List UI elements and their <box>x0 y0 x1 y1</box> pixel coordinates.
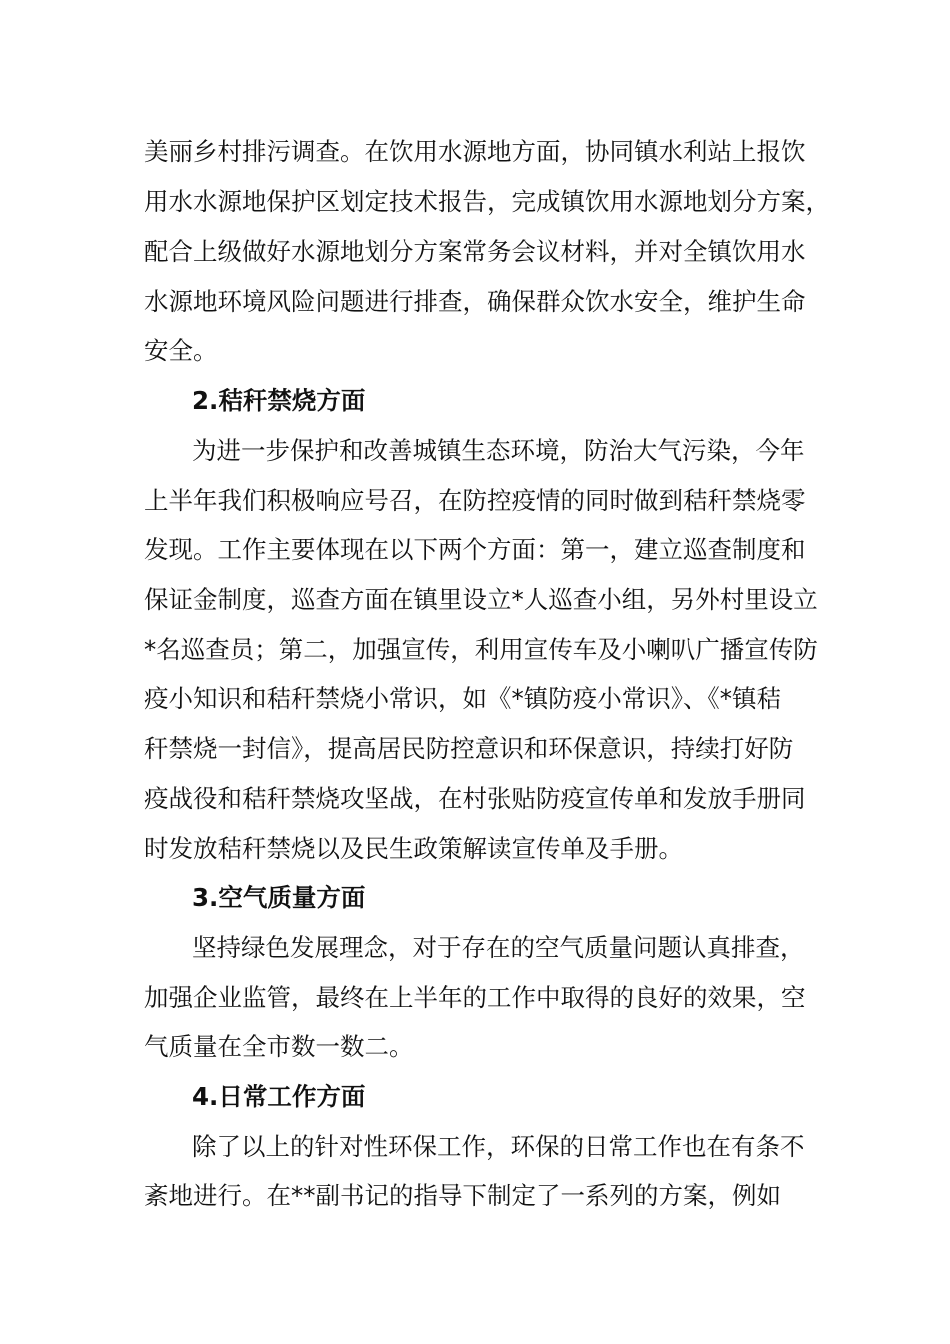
paragraph-line: 坚持绿色发展理念，对于存在的空气质量问题认真排查， <box>192 933 805 962</box>
paragraph-line: 发现。工作主要体现在以下两个方面：第一，建立巡查制度和 <box>144 535 806 564</box>
paragraph-line: 水源地环境风险问题进行排查，确保群众饮水安全，维护生命 <box>144 287 806 316</box>
paragraph-line: 除了以上的针对性环保工作，环保的日常工作也在有条不 <box>192 1132 805 1161</box>
paragraph-line: 保证金制度，巡查方面在镇里设立*人巡查小组，另外村里设立 <box>144 585 818 614</box>
section-heading-daily-work: 4.日常工作方面 <box>192 1082 366 1111</box>
paragraph-line: 加强企业监管，最终在上半年的工作中取得的良好的效果，空 <box>144 983 806 1012</box>
paragraph-line: *名巡查员；第二，加强宣传，利用宣传车及小喇叭广播宣传防 <box>144 635 818 664</box>
paragraph-line: 上半年我们积极响应号召，在防控疫情的同时做到秸秆禁烧零 <box>144 486 806 515</box>
paragraph-line: 配合上级做好水源地划分方案常务会议材料，并对全镇饮用水 <box>144 237 806 266</box>
paragraph-line: 秆禁烧一封信》，提高居民防控意识和环保意识，持续打好防 <box>144 734 794 763</box>
section-heading-air-quality: 3.空气质量方面 <box>192 883 366 912</box>
paragraph-line: 紊地进行。在**副书记的指导下制定了一系列的方案，例如 <box>144 1181 781 1210</box>
paragraph-line: 气质量在全市数一数二。 <box>144 1032 414 1061</box>
paragraph-line: 美丽乡村排污调查。在饮用水源地方面，协同镇水利站上报饮 <box>144 137 806 166</box>
paragraph-line: 疫小知识和秸秆禁烧小常识，如《*镇防疫小常识》、《*镇秸 <box>144 684 781 713</box>
paragraph-line: 用水水源地保护区划定技术报告，完成镇饮用水源地划分方案， <box>144 187 830 216</box>
paragraph-line: 安全。 <box>144 336 218 365</box>
section-heading-straw-burning: 2.秸秆禁烧方面 <box>192 386 366 415</box>
paragraph-line: 为进一步保护和改善城镇生态环境，防治大气污染，今年 <box>192 436 805 465</box>
paragraph-line: 疫战役和秸秆禁烧攻坚战，在村张贴防疫宣传单和发放手册同 <box>144 784 806 813</box>
paragraph-line: 时发放秸秆禁烧以及民生政策解读宣传单及手册。 <box>144 834 683 863</box>
